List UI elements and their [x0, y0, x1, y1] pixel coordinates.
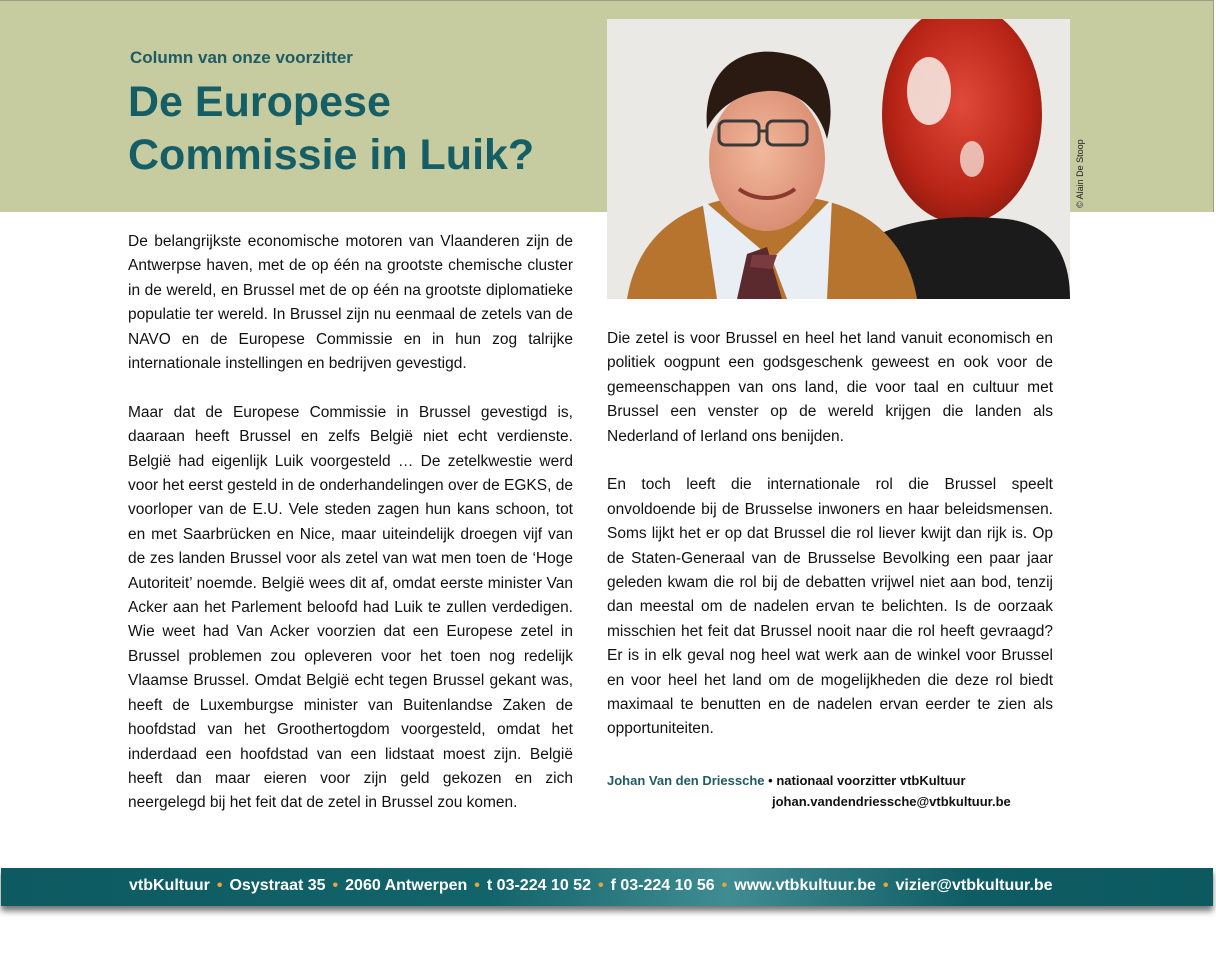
article-column-right: [607, 327, 1053, 766]
column-kicker: Column van onze voorzitter: [130, 48, 353, 67]
author-email-link[interactable]: johan.vandendriessche@vtbkultuur.be: [772, 794, 1011, 809]
footer-website-link[interactable]: www.vtbkultuur.be: [734, 877, 876, 894]
portrait-illustration: [607, 19, 1070, 299]
author-photo: [607, 19, 1070, 299]
paragraph-2: Maar dat de Europese Commissie in Brussel gevestigd is, daaraan heeft Brussel en zelfs België niet echt verdienste. België had eigenlijk Luik voorgesteld … De zetelkwestie werd voor het eerst gesteld in de onderhandelingen over de EGKS, de voorloper van de E.U. Vele steden zagen hun kans schoon, tot en met Saarbrücken en Nice, maar uiteindelijk droegen vijf van de zes landen Brussel voor als zetel van wat men toen de ‘Hoge Autoriteit’ noemde. België wees dit af, omdat eerste minister Van Acker aan het Parlement beloofd had Luik te zullen verdedigen. Wie weet had Van Acker voorzien dat een Europese zetel in Brussel problemen zou opleveren voor het toen nog redelijk Vlaamse Brussel. Omdat België echt tegen Brussel gekant was, heeft de Luxemburgse minister van Buitenlandse Zaken de hoofdstad van het Groothertogdom voorgesteld, omdat het inderdaad een hoofdstad van een lidstaat moest zijn. België heeft dan maar eieren voor zijn geld gekozen en zich neergelegd bij het feit dat de zetel in Brussel zou komen.: [128, 403, 573, 812]
footer-contact: [129, 877, 1052, 895]
footer-bullet: •: [474, 877, 480, 894]
article-column-left: [128, 230, 573, 840]
photo-credit: © Alain De Stoop: [1075, 139, 1085, 208]
footer-email-link[interactable]: vizier@vtbkultuur.be: [895, 877, 1053, 894]
footer-org: vtbKultuur: [129, 877, 210, 894]
signature-separator: •: [768, 773, 773, 788]
title-line-2: Commissie in Luik?: [128, 131, 535, 179]
footer-phone: t 03-224 10 52: [486, 877, 591, 894]
footer-bullet: •: [721, 877, 728, 894]
footer-city: 2060 Antwerpen: [345, 877, 468, 894]
paragraph-1: De belangrijkste economische motoren van Vlaanderen zijn de Antwerpse haven, met de op één na grootste chemische cluster in de wereld, en Brussel met de op één na grootste diplomatieke populatie ter wereld. In Brussel zijn nu eenmaal de zetels van de NAVO en de Europese Commissie en in hun zog talrijke internationale instellingen en bedrijven gevestigd.: [128, 233, 573, 373]
author-signature: [607, 770, 1067, 812]
footer-bullet: •: [332, 877, 339, 894]
footer-bullet: •: [216, 877, 223, 894]
footer-fax: f 03-224 10 56: [610, 877, 715, 894]
paragraph-4: En toch leeft die internationale rol die Brussel speelt onvoldoende bij de Brusselse inwoners en haar beleidsmensen. Soms lijkt het er op dat Brussel die rol liever kwijt dan rijk is. Op de Staten-Generaal van de Brusselse Bevolking een paar jaar geleden kwam die rol bij de debatten vrijwel niet aan bod, tenzij dan meestal om de nadelen ervan te belichten. Is de oorzaak misschien het feit dat Brussel nooit naar die rol heeft gevraagd? Er is in elk geval nog heel wat werk aan de winkel voor Brussel en voor heel het land om de mogelijkheden die deze rol biedt maximaal te benutten en de nadelen ervan eerder te zien als opportuniteiten.: [607, 476, 1053, 738]
footer-bar: [1, 868, 1213, 906]
paragraph-3: Die zetel is voor Brussel en heel het land vanuit economisch en politiek oogpunt een godsgeschenk geweest en ook voor de gemeenschappen van ons land, die voor taal en cultuur met Brussel een venster op de wereld krijgen die landen als Nederland of Ierland ons benijden.: [607, 330, 1053, 445]
author-role: nationaal voorzitter vtbKultuur: [776, 773, 966, 788]
page-title: [128, 76, 598, 182]
footer-street: Osystraat 35: [229, 877, 326, 894]
title-line-1: De Europese: [128, 78, 391, 126]
author-name: Johan Van den Driessche: [607, 773, 765, 788]
footer-bullet: •: [882, 877, 889, 894]
footer-bullet: •: [597, 877, 604, 894]
